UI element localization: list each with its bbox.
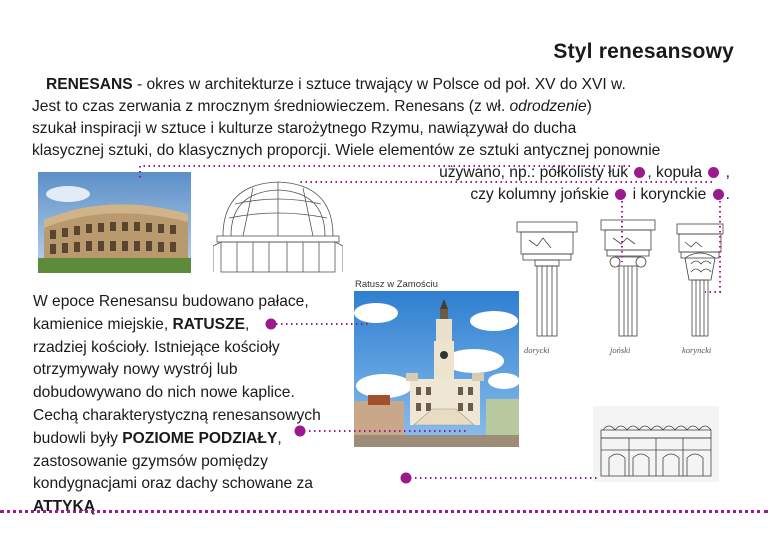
marker-ionic-dot — [615, 189, 626, 200]
term-poziome-podzialy: POZIOME PODZIAŁY — [122, 429, 278, 447]
label-ionic: joński — [610, 345, 631, 355]
marker-arch-dot — [634, 167, 645, 178]
italic-odrodzenie: odrodzenie — [509, 98, 587, 115]
body-paragraph: W epoce Renesansu budowano pałace, kamienice miejskie, RATUSZE, rzadziej kościoły. Istniejące kościoły otrzymywały nowy wystrój lub dobudowywano do nich nowe kaplice. Cechą charakterystyczną renesansowych budowli były POZIOME PODZIAŁY, zastosowanie gzymsów pomiędzy kondygnacjami oraz dachy schowane za ATTYKĄ — [33, 293, 321, 516]
intro-paragraph: RENESANS - okres w architekturze i sztuce trwający w Polsce od poł. XV do XVI w. Jest to czas zerwania z mrocznym średniowieczem. Renesans (z wł. odrodzenie) szukał inspiracji w sztuce i kulturze starożytnego Rzymu, nawiązywał do ducha klasycznej sztuki, do klasycznych proporcji. Wiele elementów ze sztuki antycznej ponownie używano, np.: półkolisty łuk , kopuła , czy kolumny jońskie i korynckie . — [32, 76, 730, 203]
columns-drawing — [515, 218, 725, 340]
page-title: Styl renesansowy — [553, 40, 734, 63]
colosseum-image — [38, 172, 191, 273]
pantheon-drawing — [213, 176, 343, 274]
attic-drawing — [593, 406, 719, 482]
term-attyka: ATTYKĄ — [33, 498, 96, 516]
label-doric: dorycki — [524, 345, 550, 355]
town-hall-caption: Ratusz w Zamościu — [355, 279, 438, 290]
term-ratusze: RATUSZE — [172, 315, 246, 333]
marker-dome-dot — [708, 167, 719, 178]
label-corinthian: koryncki — [682, 345, 712, 355]
town-hall-image — [354, 291, 519, 447]
marker-corinthian-dot — [713, 189, 724, 200]
term-renesans: RENESANS — [46, 76, 133, 93]
bottom-divider — [0, 510, 768, 513]
